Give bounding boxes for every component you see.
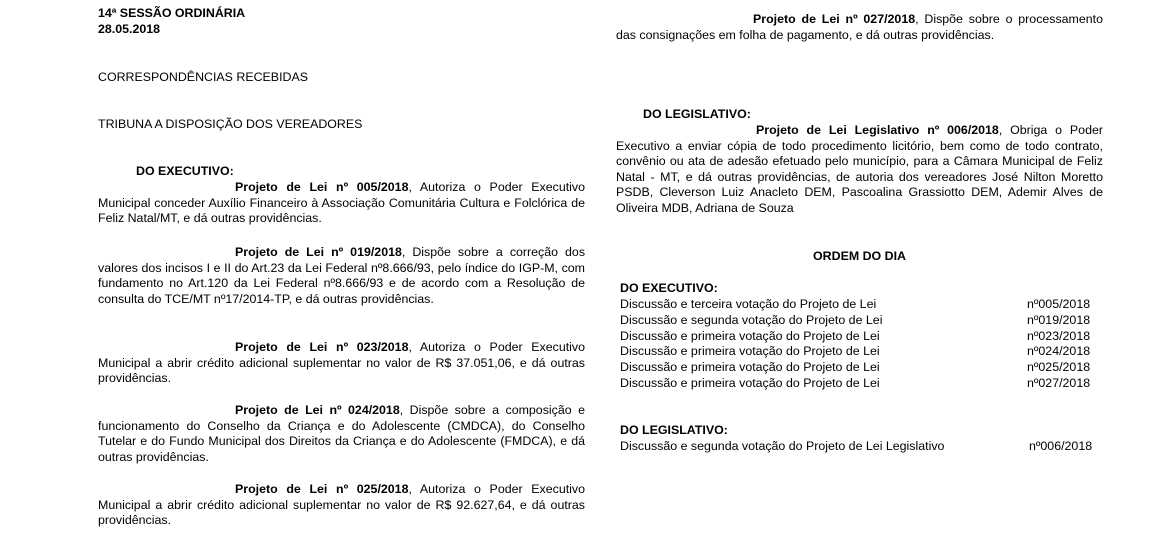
project-text: , Autoriza o Poder Executivo Municipal a abrir crédito adicional suplementar no valor de R$ 92.627,64, e dá outras providências. [98,482,585,528]
project-title: Projeto de Lei nº 027/2018 [753,12,916,26]
item-number: nº027/2018 [1027,376,1091,390]
project-title: Projeto de Lei nº 005/2018 [235,180,409,194]
project-title: Projeto de Lei Legislativo nº 006/2018 [756,123,999,137]
item-number: nº005/2018 [1027,297,1091,311]
list-item [620,439,1100,455]
project-title: Projeto de Lei nº 025/2018 [235,482,409,496]
project-005 [98,180,585,227]
project-023 [98,340,585,387]
project-text: , Autoriza o Poder Executivo Municipal a abrir crédito adicional suplementar no valor de R$ 37.051,06, e dá outras providências. [98,340,585,386]
item-label: Discussão e primeira votação do Projeto de Lei [620,376,880,390]
item-label: Discussão e primeira votação do Projeto de Lei [620,360,880,374]
session-title [98,6,245,37]
project-text: , Autoriza o Poder Executivo Municipal conceder Auxílio Financeiro à Associação Comunitária Cultura e Folclórica de Feliz Natal/MT, e dá outras providências. [98,180,585,226]
item-number: nº019/2018 [1027,313,1091,327]
section-tribuna: TRIBUNA A DISPOSIÇÃO DOS VEREADORES [98,117,363,131]
item-label: Discussão e terceira votação do Projeto de Lei [620,297,877,311]
item-label: Discussão e primeira votação do Projeto de Lei [620,344,880,358]
item-label: Discussão e primeira votação do Projeto de Lei [620,329,880,343]
item-number: nº024/2018 [1027,344,1091,358]
list-item [620,313,1100,329]
project-text: , Dispõe sobre a composição e funcionamento do Conselho da Criança e do Adolescente (CMDCA), do Conselho Tutelar e do Fundo Municipal dos Direitos da Criança e do Adolescente (FMDCA), e dá outras providências. [98,403,585,464]
project-019 [98,245,585,307]
item-number: nº025/2018 [1027,360,1091,374]
item-label: Discussão e segunda votação do Projeto de Lei [620,313,883,327]
item-number: nº006/2018 [1029,439,1093,453]
project-title: Projeto de Lei nº 024/2018 [235,403,400,417]
project-text: , Obriga o Poder Executivo a enviar cópia de todo procedimento licitório, bem como de todo contrato, convênio ou ata de adesão efetuado pelo município, para a Câmara Municipal de Feliz Natal - MT, e dá outras providências, de autoria dos vereadores José Nilton Moretto PSDB, Cleverson Luiz Anacleto DEM, Pascoalina Grassiotto DEM, Ademir Alves de Oliveira MDB, Adriana de Souza [616,123,1103,215]
list-item [620,344,1100,360]
section-executivo-title: DO EXECUTIVO: [136,164,234,178]
list-item [620,297,1100,313]
ordem-do-dia-title: ORDEM DO DIA [813,249,906,263]
project-027 [616,12,1103,43]
ordem-legislativo-title: DO LEGISLATIVO: [620,423,728,437]
project-text: , Dispõe sobre o processamento das consignações em folha de pagamento, e dá outras providências. [616,12,1103,42]
project-title: Projeto de Lei nº 019/2018 [235,245,402,259]
list-item [620,376,1100,392]
list-item [620,360,1100,376]
project-024 [98,403,585,465]
project-025 [98,482,585,529]
project-title: Projeto de Lei nº 023/2018 [235,340,409,354]
section-legislativo-title: DO LEGISLATIVO: [643,107,751,121]
project-legislativo-006 [616,123,1103,217]
session-name: 14ª SESSÃO ORDINÁRIA [98,6,246,20]
list-item [620,329,1100,345]
item-label: Discussão e segunda votação do Projeto de Lei Legislativo [620,439,945,453]
item-number: nº023/2018 [1027,329,1091,343]
section-correspondencias: CORRESPONDÊNCIAS RECEBIDAS [98,70,308,84]
session-date: 28.05.2018 [98,21,161,36]
ordem-executivo-title: DO EXECUTIVO: [620,281,718,295]
project-text: , Dispõe sobre a correção dos valores dos incisos I e II do Art.23 da Lei Federal nº8.666/93, pelo índice do IGP-M, com fundamento no Art.120 da Lei Federal nº8.666/93 e de acordo com a Resolução de consulta do TCE/MT nº17/2014-TP, e dá outras providências. [98,245,586,306]
